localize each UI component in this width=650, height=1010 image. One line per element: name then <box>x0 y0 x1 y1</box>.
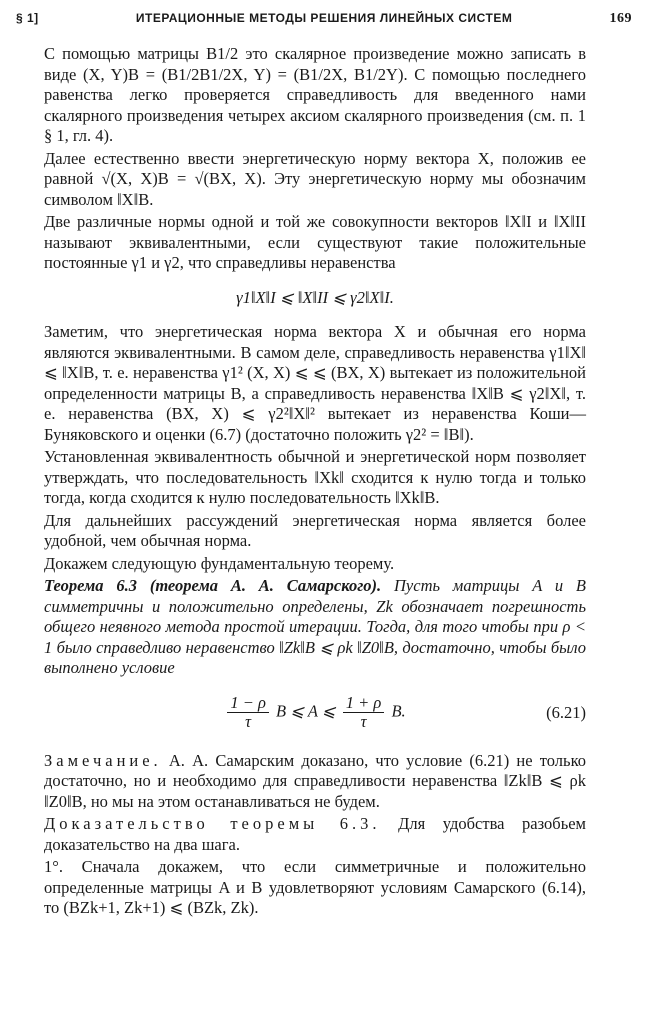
running-header <box>16 8 632 30</box>
paragraph-5: Установленная эквивалентность обычной и энергетической норм позволяет утверждать, что последовательность ‖Xk‖ сходится к нулю тогда и только тогда, когда сходится к нулю последовательность ‖Xk‖B. <box>44 447 586 507</box>
remark <box>44 751 586 813</box>
paragraph-7: Докажем следующую фундаментальную теорему. <box>44 553 395 573</box>
paragraph-step-1: 1°. Сначала докажем, что если симметричные и положительно определенные матрицы A и B удовлетворяют условиям Самарского (6.14), то (BZk+1, Zk+1) ⩽ (BZk, Zk). <box>44 857 586 917</box>
remark-text: А. А. Самарским доказано, что условие (6.21) не только достаточно, но и необходимо для справедливости неравенства ‖Zk‖B ⩽ ρk ‖Z0‖B, но мы на этом останавливаться не будем. <box>44 750 586 811</box>
proof-heading: Доказательство теоремы 6.3. <box>44 814 381 833</box>
formula-norm-equivalence: γ1‖X‖I ⩽ ‖X‖II ⩽ γ2‖X‖I. <box>236 287 394 307</box>
paragraph-6: Для дальнейших рассуждений энергетическая норма является более удобной, чем обычная норма. <box>44 510 586 550</box>
header-section: § 1] <box>16 11 39 25</box>
paragraph-1: С помощью матрицы B1/2 это скалярное произведение можно записать в виде (X, Y)B = (B1/2B1/2X, Y) = (B1/2X, B1/2Y). С помощью последнего равенства легко проверяется справедливость для введенного нами скалярного произведения четырех аксиом скалярного произведения (см. п. 1 § 1, гл. 4). <box>44 44 586 145</box>
paragraph-2: Далее естественно ввести энергетическую норму вектора X, положив ее равной √(X, X)B = √(BX, X). Эту энергетическую норму мы обозначим символом ‖X‖B. <box>44 148 586 209</box>
header-title: ИТЕРАЦИОННЫЕ МЕТОДЫ РЕШЕНИЯ ЛИНЕЙНЫХ СИСТЕМ <box>135 11 513 25</box>
equation-body: $\frac{1 - \rho}{\tau}$ B ⩽ A ⩽ $\frac{1 + \rho}{\tau}$ B. <box>224 694 405 731</box>
theorem-text: Пусть матрицы A и B симметричны и положительно определены, Zk обозначает погрешность общего неявного метода простой итерации. Тогда, для того чтобы при ρ < 1 было справедливо неравенство ‖Zk‖B ⩽ ρk ‖Z0‖B, достаточно, чтобы было выполнено условие <box>44 576 586 677</box>
paragraph-3: Две различные нормы одной и той же совокупности векторов ‖X‖I и ‖X‖II называют эквивалентными, если существуют такие положительные постоянные γ1 и γ2, что справедливы неравенства <box>44 212 586 272</box>
page-body <box>44 44 586 921</box>
page-number: 169 <box>609 11 632 26</box>
theorem-heading: Теорема 6.3 (теорема А. А. Самарского). <box>44 576 382 595</box>
equation-6-21 <box>44 691 586 735</box>
proof <box>44 814 586 855</box>
proof-text: Для удобства разобьем доказательство на два шага. <box>44 814 586 854</box>
equation-number: (6.21) <box>546 702 586 722</box>
theorem-6-3 <box>44 576 586 679</box>
remark-heading: Замечание. <box>44 750 162 770</box>
paragraph-4: Заметим, что энергетическая норма вектора X и обычная его норма являются эквивалентными. В самом деле, справедливость неравенства γ1‖X‖ ⩽ ‖X‖B, т. е. неравенства γ1² (X, X) ⩽ ⩽ (BX, X) вытекает из положительной определенности матрицы B, а справедливость неравенства ‖X‖B ⩽ γ2‖X‖, т. е. неравенства (BX, X) ⩽ γ2²‖X‖² вытекает из неравенства Коши—Буняковского и оценки (6.7) (достаточно положить γ2² = ‖B‖). <box>44 322 586 444</box>
